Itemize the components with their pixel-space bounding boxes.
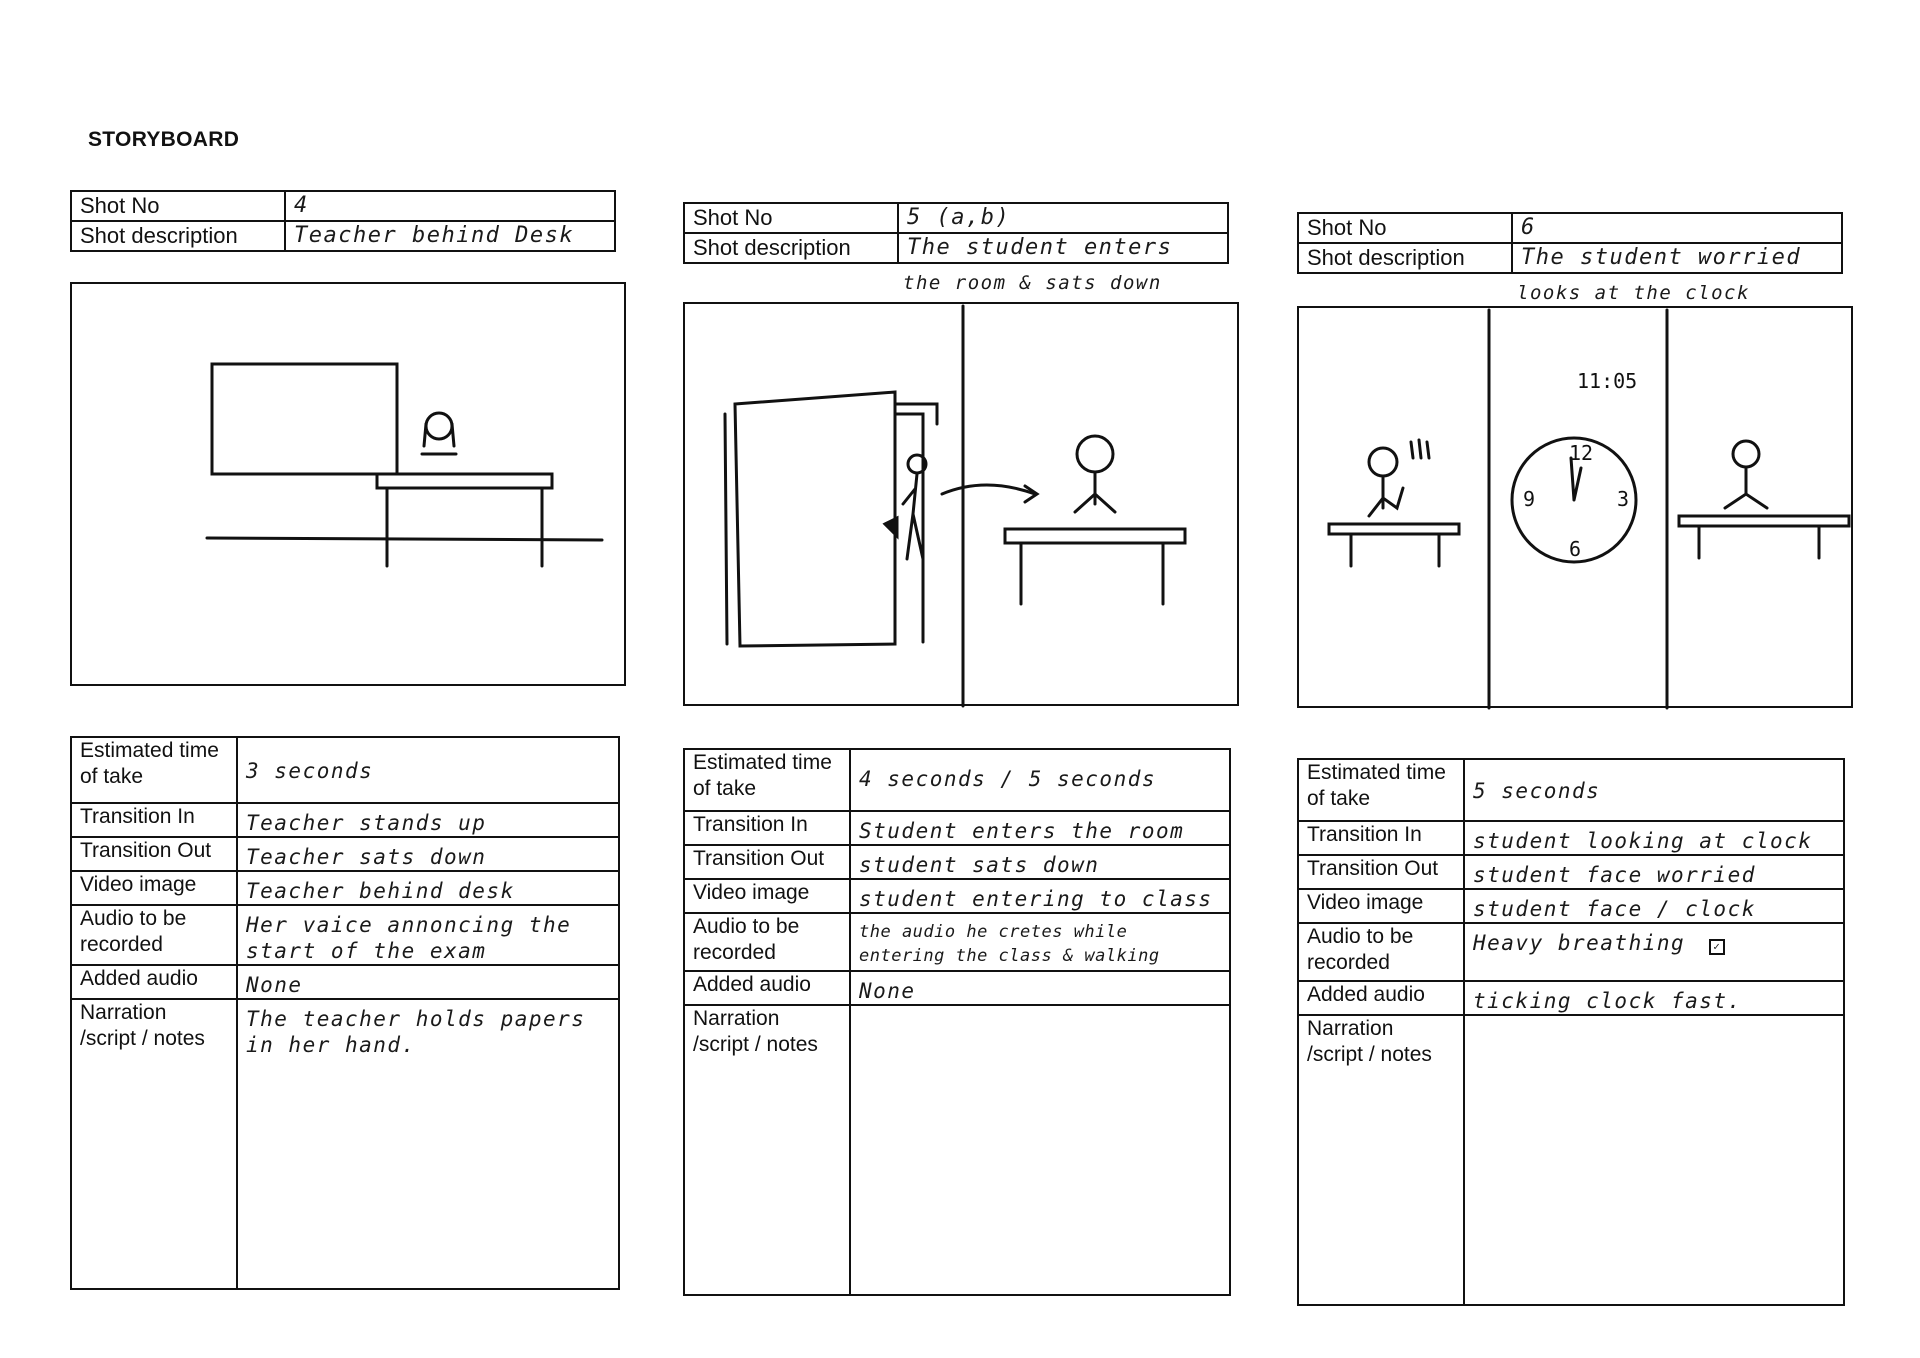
sketch-frame	[1297, 306, 1853, 708]
sketch-frame	[683, 302, 1239, 706]
shot-description-label: Shot description	[1298, 243, 1512, 273]
audio-recorded-label: Audio to be recorded	[1298, 923, 1464, 981]
added-audio-label: Added audio	[71, 965, 237, 999]
video-image-label: Video image	[684, 879, 850, 913]
student-face-head	[1733, 441, 1759, 467]
shot-no-value: 5 (a,b)	[898, 203, 1228, 233]
narration-value	[1464, 1015, 1844, 1305]
narration-value: The teacher holds papers in her hand.	[237, 999, 619, 1289]
shot-info-table	[70, 736, 620, 1290]
transition-out-value: student face worried	[1464, 855, 1844, 889]
audio-recorded-value	[1464, 923, 1844, 981]
audio-recorded-value: Her vaice annoncing the start of the exam	[237, 905, 619, 965]
shot-panel-5	[683, 0, 1243, 1358]
narration-label: Narration /script / notes	[71, 999, 237, 1289]
shot-no-value: 6	[1512, 213, 1842, 243]
estimated-time-label: Estimated time of take	[684, 749, 850, 811]
estimated-time-label: Estimated time of take	[71, 737, 237, 803]
clock-number-12: 12	[1569, 441, 1594, 465]
shot-description-label: Shot description	[71, 221, 285, 251]
audio-recorded-label: Audio to be recorded	[71, 905, 237, 965]
video-image-value: student face / clock	[1464, 889, 1844, 923]
student-b-head	[1077, 436, 1113, 472]
movement-arrow	[942, 485, 1035, 494]
shot-header-table	[1297, 212, 1843, 274]
sketch-frame	[70, 282, 626, 686]
desk-top	[377, 474, 552, 488]
whiteboard-shape	[212, 364, 397, 474]
shot-no-value: 4	[285, 191, 615, 221]
transition-out-value: Teacher sats down	[237, 837, 619, 871]
estimated-time-value: 3 seconds	[237, 737, 619, 803]
estimated-time-label: Estimated time of take	[1298, 759, 1464, 821]
added-audio-value: ticking clock fast.	[1464, 981, 1844, 1015]
transition-in-label: Transition In	[1298, 821, 1464, 855]
shot-panel-6	[1297, 0, 1857, 1358]
checkbox-icon: ✓	[1709, 939, 1725, 955]
transition-in-value: student looking at clock	[1464, 821, 1844, 855]
transition-in-label: Transition In	[71, 803, 237, 837]
narration-label: Narration /script / notes	[1298, 1015, 1464, 1305]
sketch-student-enters	[685, 304, 1241, 708]
desk-right	[1679, 516, 1849, 526]
teacher-head	[426, 413, 452, 439]
estimated-time-value: 4 seconds / 5 seconds	[850, 749, 1230, 811]
shot-description-value: Teacher behind Desk	[285, 221, 615, 251]
shot-description-value: The student worried	[1512, 243, 1842, 273]
sketch-student-clock	[1299, 308, 1855, 710]
transition-in-value: Teacher stands up	[237, 803, 619, 837]
shot-description-continued: the room & sats down	[903, 272, 1162, 294]
transition-out-label: Transition Out	[71, 837, 237, 871]
audio-recorded-text: Heavy breathing	[1473, 931, 1686, 955]
narration-label: Narration /script / notes	[684, 1005, 850, 1295]
shot-header-table	[70, 190, 616, 252]
clock-numbers	[1523, 369, 1637, 561]
shot-description-value: The student enters	[898, 233, 1228, 263]
floor-line	[207, 538, 602, 540]
shot-panel-4	[70, 0, 630, 1358]
added-audio-value: None	[237, 965, 619, 999]
sketch-teacher-desk	[72, 284, 628, 688]
added-audio-label: Added audio	[684, 971, 850, 1005]
clock-time-label: 11:05	[1577, 369, 1638, 393]
added-audio-label: Added audio	[1298, 981, 1464, 1015]
clock-number-6: 6	[1569, 537, 1582, 561]
audio-recorded-label: Audio to be recorded	[684, 913, 850, 971]
clock-number-3: 3	[1617, 487, 1630, 511]
desk-left	[1329, 524, 1459, 534]
shot-description-continued: looks at the clock	[1517, 282, 1750, 304]
estimated-time-value: 5 seconds	[1464, 759, 1844, 821]
transition-in-value: Student enters the room	[850, 811, 1230, 845]
transition-out-value: student sats down	[850, 845, 1230, 879]
added-audio-value: None	[850, 971, 1230, 1005]
shot-no-label: Shot No	[71, 191, 285, 221]
video-image-value: Teacher behind desk	[237, 871, 619, 905]
video-image-label: Video image	[1298, 889, 1464, 923]
shot-info-table	[1297, 758, 1845, 1306]
shot-no-label: Shot No	[684, 203, 898, 233]
clock-number-9: 9	[1523, 487, 1536, 511]
video-image-value: student entering to class	[850, 879, 1230, 913]
shot-header-table	[683, 202, 1229, 264]
video-image-label: Video image	[71, 871, 237, 905]
desk-top	[1005, 529, 1185, 543]
transition-in-label: Transition In	[684, 811, 850, 845]
shot-info-table	[683, 748, 1231, 1296]
door-shape	[735, 392, 895, 646]
student-worried-head	[1369, 448, 1397, 476]
shot-no-label: Shot No	[1298, 213, 1512, 243]
transition-out-label: Transition Out	[684, 845, 850, 879]
page-title: STORYBOARD	[88, 128, 240, 151]
shot-description-label: Shot description	[684, 233, 898, 263]
narration-value	[850, 1005, 1230, 1295]
transition-out-label: Transition Out	[1298, 855, 1464, 889]
audio-recorded-value: the audio he cretes while entering the class & walking	[850, 913, 1230, 971]
